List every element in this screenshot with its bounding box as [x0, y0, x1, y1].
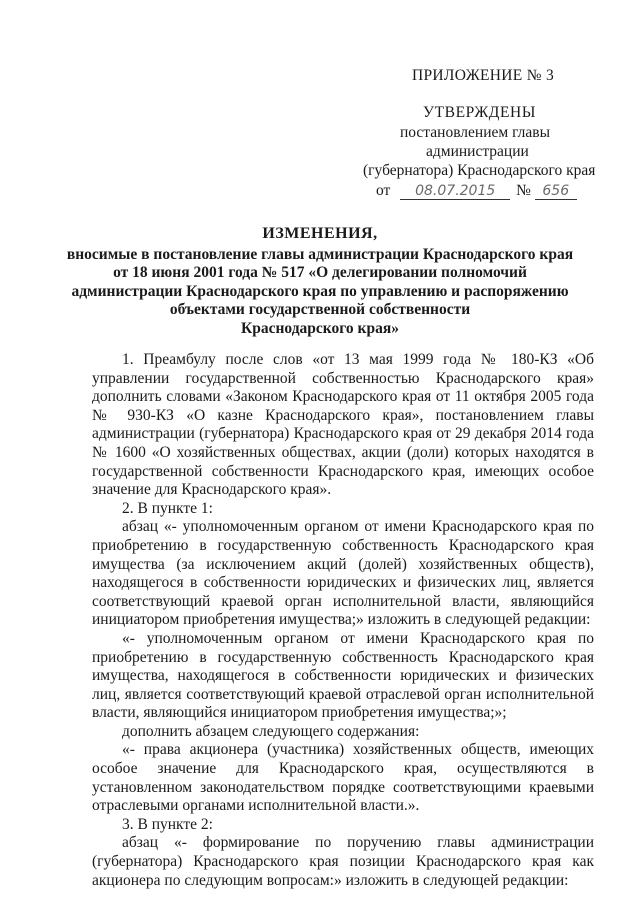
paragraph-7: 3. В пункте 2:: [122, 815, 213, 833]
document-title: [40, 225, 600, 338]
handwritten-number: 656: [535, 183, 577, 200]
approval-line-3: (губернатора) Краснодарского края: [363, 162, 596, 179]
approval-line-2: администрации: [426, 143, 529, 160]
approval-line-1: постановлением главы: [400, 124, 550, 141]
title-main: ИЗМЕНЕНИЯ,: [262, 225, 378, 242]
title-line-3: администрации Краснодарского края по управлению и распоряжению: [71, 282, 569, 300]
title-line-2: от 18 июня 2001 года № 517 «О делегировании полномочий: [113, 264, 527, 281]
approved-label: УТВЕРЖДЕНЫ: [423, 104, 536, 121]
paragraph-2: 2. В пункте 1:: [122, 499, 213, 517]
paragraph-6: «- права акционера (участника) хозяйственных обществ, имеющих особое значение для Краснодарского края, осуществляются в установленном законодательством порядке соответствующими краевыми отраслевыми органами исполнительной власти.».: [92, 741, 594, 815]
from-label: от: [376, 182, 391, 199]
paragraph-5: дополнить абзацем следующего содержания:: [122, 722, 420, 740]
annex-label: ПРИЛОЖЕНИЕ № 3: [412, 67, 555, 84]
paragraph-8: абзац «- формирование по поручению главы администрации (губернатора) Краснодарского края позиции Краснодарского края как акционера по следующим вопросам:» изложить в следующей редакции:: [92, 834, 594, 889]
paragraph-3: абзац «- уполномоченным органом от имени Краснодарского края по приобретению в государственную собственность Краснодарского края имущества (за исключением акций (долей) хозяйственных обществ), находящегося в собственности юридических и физических лиц, является соответствующий краевой орган исполнительной власти, являющийся инициатором приобретения имущества;» изложить в следующей редакции:: [92, 518, 594, 629]
paragraph-4: «- уполномоченным органом от имени Краснодарского края по приобретению в государственную собственность Краснодарского края имущества, находящегося в собственности юридических и физических лиц, является соответствующий краевой отраслевой орган исполнительной власти, являющийся инициатором приобретения имущества;»;: [92, 629, 594, 722]
paragraph-1: 1. Преамбулу после слов «от 13 мая 1999 года № 180-КЗ «Об управлении государственной собственностью Краснодарского края» дополнить словами «Законом Краснодарского края от 11 октября 2005 года № 930-КЗ «О казне Краснодарского края», постановлением главы администрации (губернатора) Краснодарского края от 29 декабря 2014 года № 1600 «О хозяйственных обществах, акции (доли) которых находятся в государственной собственности Краснодарского края, имеющих особое значение для Краснодарского края».: [92, 351, 594, 499]
number-label: №: [516, 182, 531, 199]
title-line-5: Краснодарского края»: [240, 319, 399, 337]
decree-date-line: [376, 182, 577, 200]
handwritten-date: 08.07.2015: [400, 183, 510, 200]
document-body: [92, 351, 594, 890]
title-line-1: вносимые в постановление главы администрации Краснодарского края: [66, 245, 574, 263]
title-line-4: объектами государственной собственности: [169, 301, 471, 318]
